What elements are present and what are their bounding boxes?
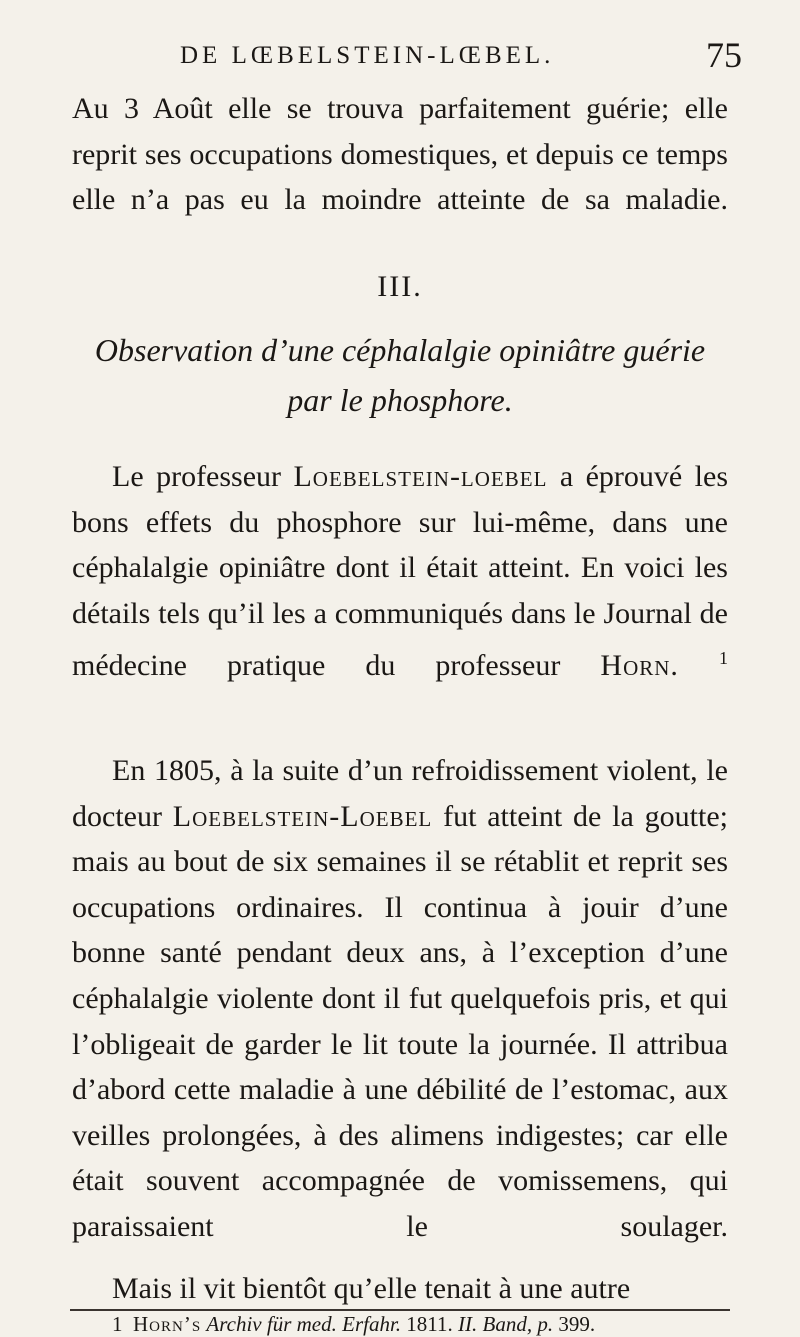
- footnote-reference: 1: [719, 648, 728, 669]
- paragraph-4: Mais il vit bientôt qu’elle tenait à une autre: [112, 1272, 631, 1305]
- paragraph-2-intro: Le professeur: [112, 460, 294, 493]
- running-header: DE LŒBELSTEIN-LŒBEL.: [180, 42, 555, 69]
- footnote-year: 1811.: [406, 1312, 453, 1336]
- page-number: 75: [706, 35, 742, 75]
- footnote-author: Horn’s: [133, 1312, 202, 1336]
- footnote-divider: [70, 1309, 730, 1311]
- footnote-volume: II. Band, p.: [458, 1312, 554, 1336]
- paragraph-1: Au 3 Août elle se trouva parfaitement guérie; elle reprit ses occupations domestiques, et depuis ce temps elle n’a pas eu la moindre atteinte de sa maladie.: [72, 92, 728, 217]
- section-number: III.: [377, 270, 423, 303]
- footnote: [112, 1312, 595, 1337]
- footnote-journal: Archiv für med. Erfahr.: [206, 1312, 402, 1336]
- horn-name: Horn.: [600, 649, 679, 683]
- section-title-line-2: par le phosphore.: [287, 382, 513, 418]
- paragraph-2-body: a éprouvé les bons effets du phosphore sur lui-même, dans une céphalalgie opiniâtre dont il était atteint. En voici les détails tels qu’il les a communiqués dans le Journal de médecine pratique du professeur: [72, 460, 728, 683]
- author-name: Loebelstein-loebel: [293, 460, 548, 493]
- section-title-line-1: Observation d’une céphalalgie opiniâtre guérie: [94, 332, 706, 368]
- footnote-number: 1: [112, 1312, 123, 1336]
- paragraph-3-body: fut atteint de la goutte; mais au bout de six semaines il se rétablit et reprit ses occupations ordinaires. Il continua à jouir d’une bonne santé pendant deux ans, à l’exception d’une céphalalgie violente dont il fut quelquefois pris, et qui l’obligeait de garder le lit toute la journée. Il attribua d’abord cette maladie à une débilité de l’estomac, aux veilles prolongées, à des alimens indigestes; car elle était souvent accompagnée de vomissemens, qui paraissaient le soulager.: [72, 799, 728, 1243]
- paragraph-3-intro: En 1805, à la suite d’un refroidissement violent, le docteur: [72, 754, 728, 833]
- paragraph-2: [72, 454, 728, 689]
- doctor-name: Loebelstein-Loebel: [172, 799, 433, 833]
- footnote-page: 399.: [558, 1312, 596, 1336]
- paragraph-3: [72, 748, 728, 1250]
